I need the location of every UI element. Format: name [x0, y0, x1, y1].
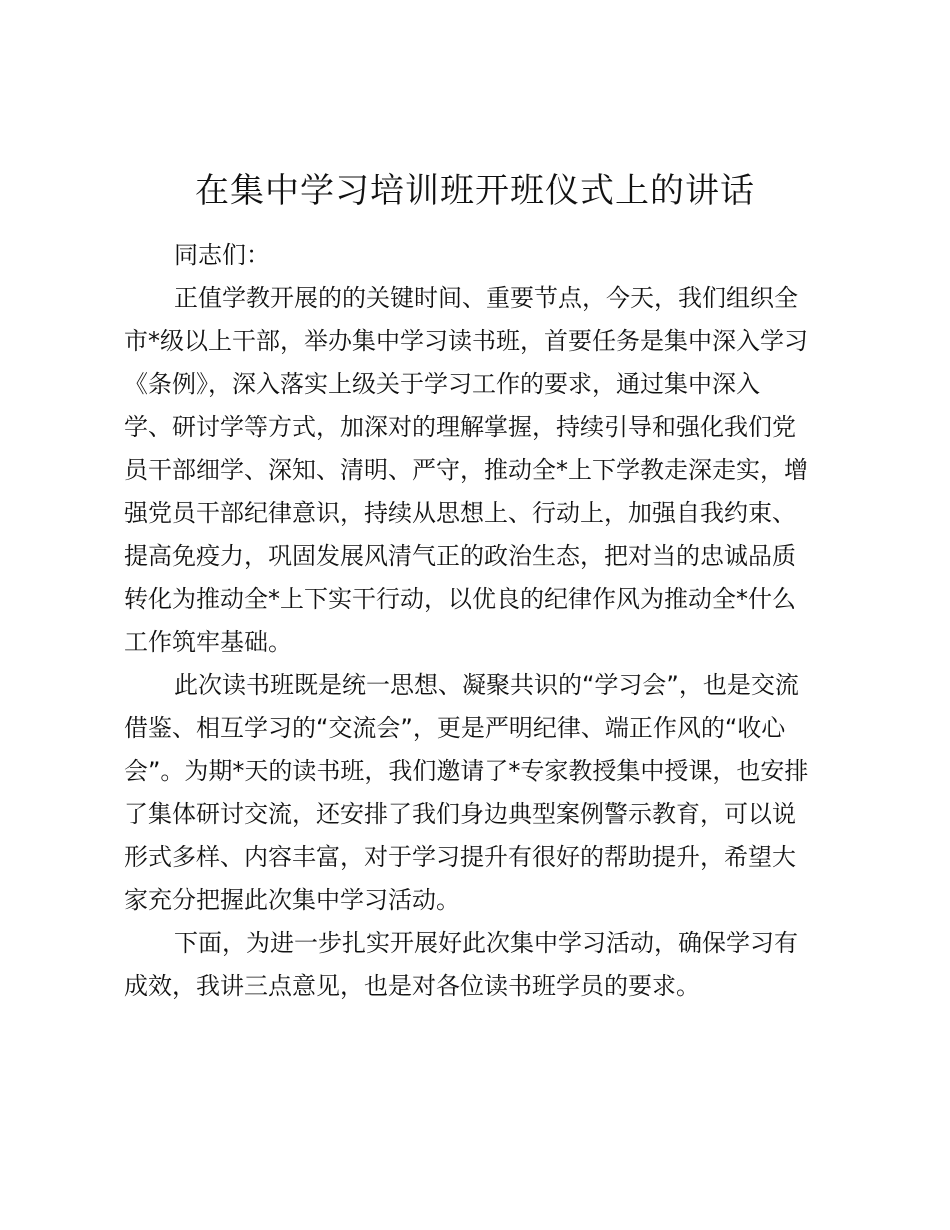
paragraph-line: 此次读书班既是统一思想、凝聚共识的“学习会”，也是交流 [174, 671, 799, 699]
paragraph-line: 下面，为进一步扎实开展好此次集中学习活动，确保学习有 [174, 929, 798, 957]
paragraph-line: 借鉴、相互学习的“交流会”，更是严明纪律、端正作风的“收心 [124, 714, 786, 742]
paragraph-line: 成效，我讲三点意见，也是对各位读书班学员的要求。 [124, 972, 700, 1000]
document-body [124, 234, 834, 1008]
paragraph-line: 市*级以上干部，举办集中学习读书班，首要任务是集中深入学习 [124, 327, 808, 355]
paragraph-line: 学、研讨学等方式，加深对的理解掌握，持续引导和强化我们党 [124, 413, 796, 441]
paragraph-line: 正值学教开展的的关键时间、重要节点，今天，我们组织全 [174, 284, 798, 312]
paragraph-3 [124, 922, 834, 1008]
paragraph-line: 了集体研讨交流，还安排了我们身边典型案例警示教育，可以说 [124, 800, 796, 828]
paragraph-line: 工作筑牢基础。 [124, 628, 292, 656]
paragraph-line: 《条例》，深入落实上级关于学习工作的要求，通过集中深入 [124, 370, 760, 398]
paragraph-line: 转化为推动全*上下实干行动，以优良的纪律作风为推动全*什么 [124, 585, 796, 613]
paragraph-line: 提高免疫力，巩固发展风清气正的政治生态，把对当的忠诚品质 [124, 542, 796, 570]
paragraph-line: 家充分把握此次集中学习活动。 [124, 886, 460, 914]
paragraph-line: 会”。为期*天的读书班，我们邀请了*专家教授集中授课，也安排 [124, 757, 809, 785]
document-title: 在集中学习培训班开班仪式上的讲话 [195, 171, 755, 211]
paragraph-line: 强党员干部纪律意识，持续从思想上、行动上，加强自我约束、 [124, 499, 796, 527]
paragraph-2 [124, 664, 834, 922]
salutation: 同志们： [174, 241, 270, 269]
paragraph-line: 员干部细学、深知、清明、严守，推动全*上下学教走深走实，增 [124, 456, 808, 484]
paragraph-1 [124, 277, 834, 664]
paragraph-line: 形式多样、内容丰富，对于学习提升有很好的帮助提升，希望大 [124, 843, 796, 871]
